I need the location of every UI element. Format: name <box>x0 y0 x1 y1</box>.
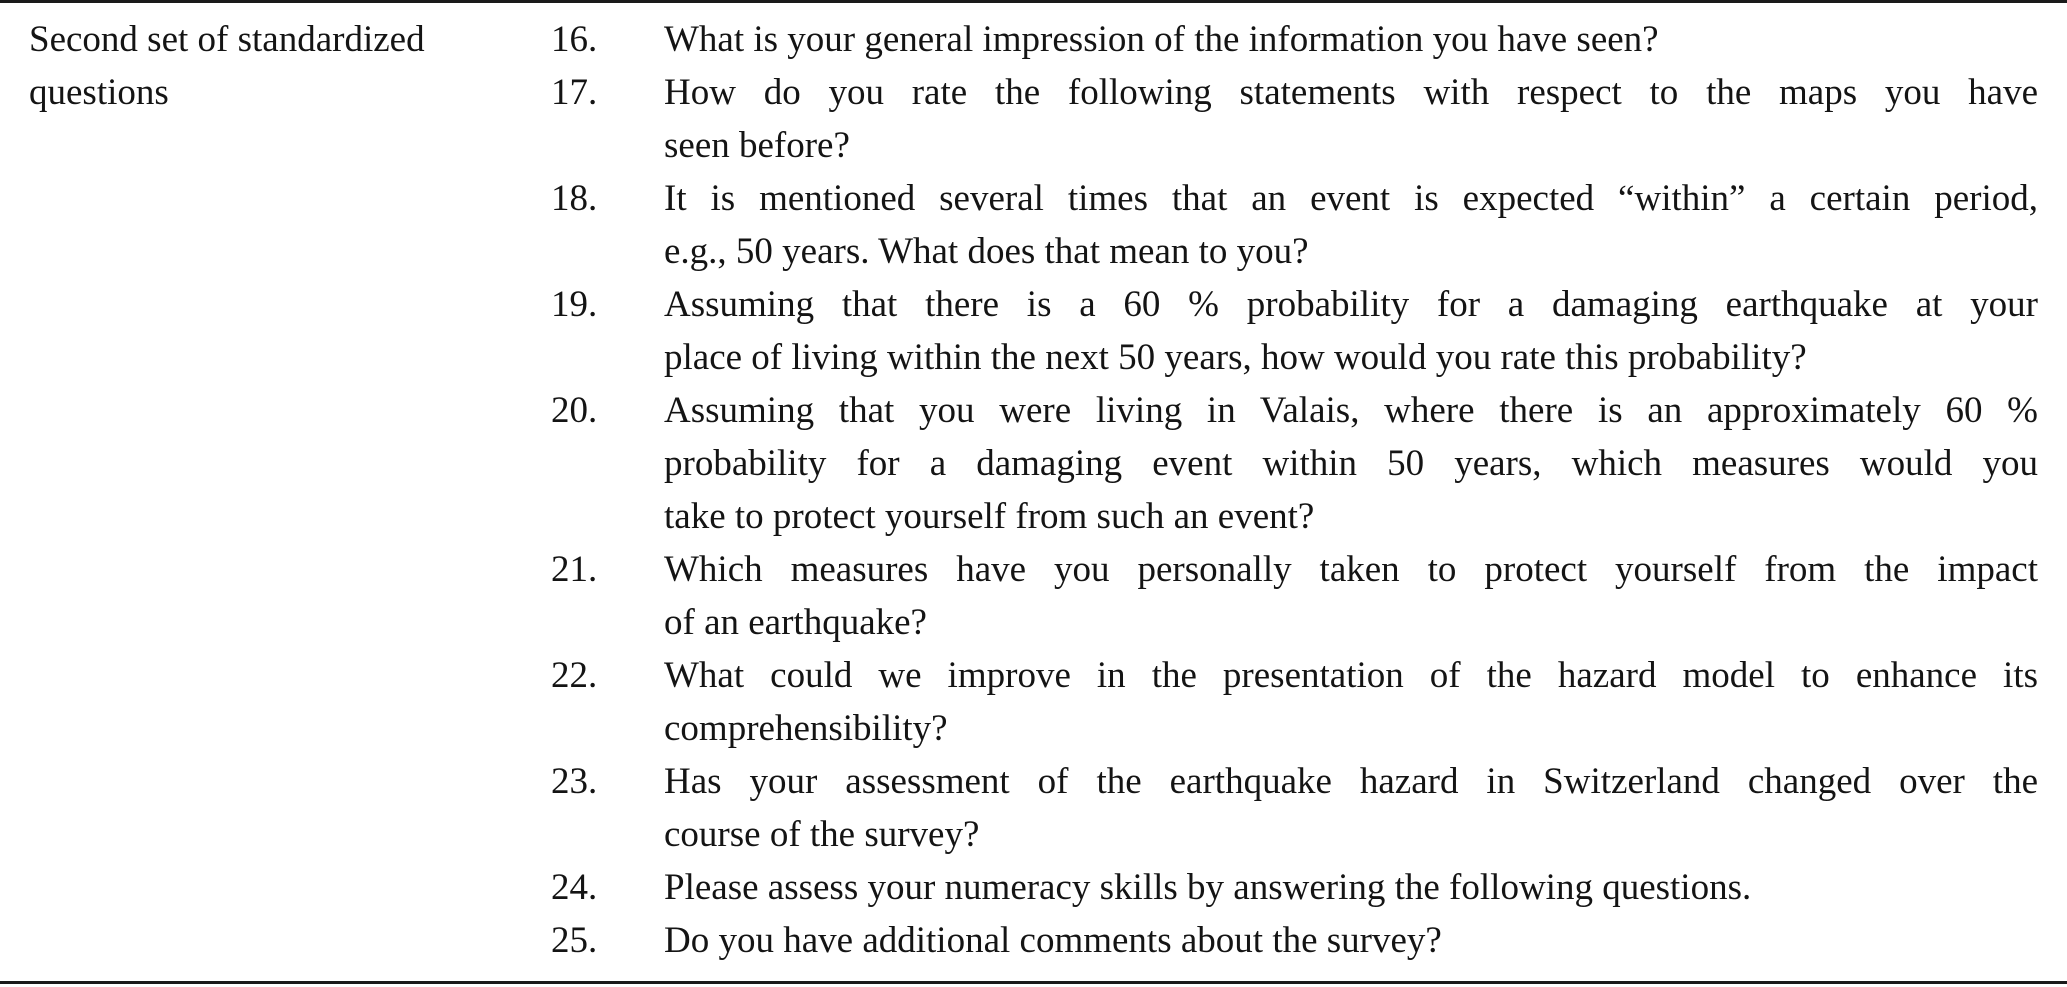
question-number: 23. <box>551 761 598 802</box>
question-number: 18. <box>551 178 598 219</box>
question-text-line: e.g., 50 years. What does that mean to you? <box>664 231 1309 272</box>
question-number: 25. <box>551 920 598 961</box>
question-20 <box>551 384 2038 543</box>
question-24 <box>551 861 2038 914</box>
question-list <box>551 13 2038 967</box>
question-text-line: Which measures have you personally taken to protect yourself from the impact <box>664 549 2038 590</box>
row-label-line-1: Second set of standardized <box>29 19 425 60</box>
question-text-line: place of living within the next 50 years, how would you rate this probability? <box>664 337 1807 378</box>
question-23 <box>551 755 2038 861</box>
question-17 <box>551 66 2038 172</box>
question-text-line: Please assess your numeracy skills by answering the following questions. <box>664 867 1752 908</box>
question-text-line: of an earthquake? <box>664 602 927 643</box>
question-text-line: take to protect yourself from such an event? <box>664 496 1315 537</box>
question-text-line: seen before? <box>664 125 850 166</box>
question-number: 22. <box>551 655 598 696</box>
question-text-line: What could we improve in the presentation of the hazard model to enhance its <box>664 655 2038 696</box>
question-number: 16. <box>551 19 598 60</box>
question-21 <box>551 543 2038 649</box>
question-number: 20. <box>551 390 598 431</box>
question-text-line: Assuming that you were living in Valais, where there is an approximately 60 % <box>664 390 2038 431</box>
question-18 <box>551 172 2038 278</box>
row-label-line-2: questions <box>29 72 169 113</box>
question-text-line: course of the survey? <box>664 814 980 855</box>
table-top-rule <box>0 0 2067 3</box>
question-number: 17. <box>551 72 598 113</box>
question-text-line: Do you have additional comments about the survey? <box>664 920 1442 961</box>
question-text-line: probability for a damaging event within 50 years, which measures would you <box>664 443 2038 484</box>
question-text-line: How do you rate the following statements with respect to the maps you have <box>664 72 2038 113</box>
question-text-line: comprehensibility? <box>664 708 948 749</box>
question-19 <box>551 278 2038 384</box>
question-number: 21. <box>551 549 598 590</box>
question-22 <box>551 649 2038 755</box>
question-text-line: It is mentioned several times that an event is expected “within” a certain period, <box>664 178 2038 219</box>
question-number: 19. <box>551 284 598 325</box>
question-text-line: Has your assessment of the earthquake hazard in Switzerland changed over the <box>664 761 2038 802</box>
question-16 <box>551 13 2038 66</box>
question-number: 24. <box>551 867 598 908</box>
table-bottom-rule <box>0 981 2067 984</box>
question-text-line: What is your general impression of the information you have seen? <box>664 19 1659 60</box>
question-25 <box>551 914 2038 967</box>
row-label <box>29 13 529 119</box>
question-text-line: Assuming that there is a 60 % probability for a damaging earthquake at your <box>664 284 2038 325</box>
